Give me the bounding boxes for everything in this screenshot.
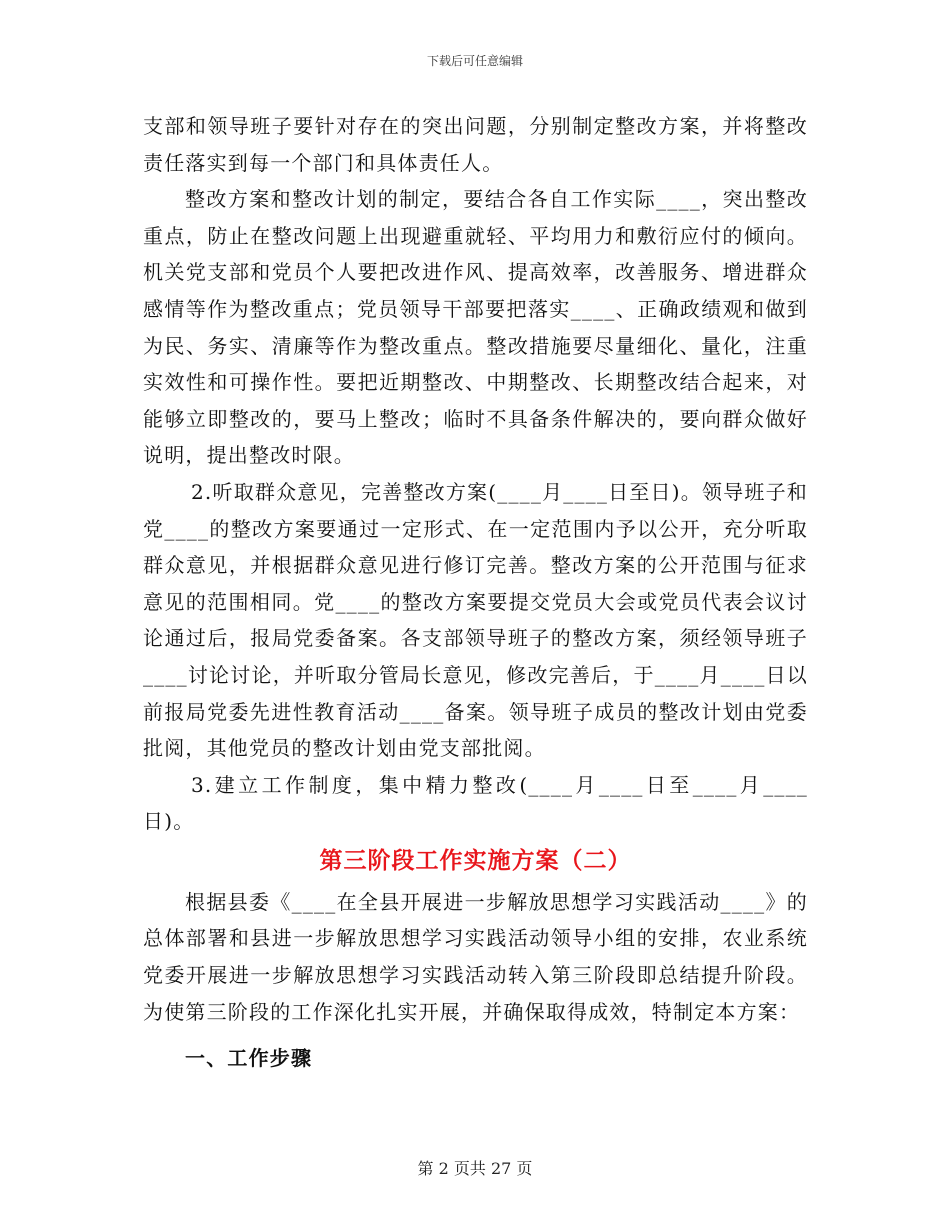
paragraph-3: 2.听取群众意见，完善整改方案(____月____日至日)。领导班子和党____的整改方案要通过一定形式、在一定范围内予以公开，充分听取群众意见，并根据群众意见进行修订完善。整改方案的公开范围与征求意见的范围相同。党____的整改方案要提交党员大会或党员代表会议讨论通过后，报局党委备案。各支部领导班子的整改方案，须经领导班子____讨论讨论，并听取分管局长意见，修改完善后，于____月____日以前报局党委先进性教育活动____备案。领导班子成员的整改计划由党委批阅，其他党员的整改计划由党支部批阅。 bbox=[143, 479, 808, 761]
document-body bbox=[143, 108, 808, 1078]
section-title: 第三阶段工作实施方案（二） bbox=[319, 846, 632, 874]
paragraph-5: 根据县委《____在全县开展进一步解放思想学习实践活动____》的总体部署和县进一步解放思想学习实践活动领导小组的安排，农业系统党委开展进一步解放思想学习实践活动转入第三阶段即总结提升阶段。为使第三阶段的工作深化扎实开展，并确保取得成效，特制定本方案： bbox=[143, 889, 808, 1024]
page-header-note: 下载后可任意编辑 bbox=[426, 54, 523, 68]
heading-work-steps: 一、工作步骤 bbox=[185, 1046, 313, 1071]
paragraph-4: 3.建立工作制度，集中精力整改(____月____日至____月____日)。 bbox=[143, 772, 808, 834]
page-number: 第 2 页共 27 页 bbox=[417, 1159, 533, 1178]
paragraph-1: 支部和领导班子要针对存在的突出问题，分别制定整改方案，并将整改责任落实到每一个部门和具体责任人。 bbox=[143, 114, 808, 175]
paragraph-2: 整改方案和整改计划的制定，要结合各自工作实际____，突出整改重点，防止在整改问题上出现避重就轻、平均用力和敷衍应付的倾向。机关党支部和党员个人要把改进作风、提高效率，改善服务、增进群众感情等作为整改重点；党员领导干部要把落实____、正确政绩观和做到为民、务实、清廉等作为整改重点。整改措施要尽量细化、量化，注重实效性和可操作性。要把近期整改、中期整改、长期整改结合起来，对能够立即整改的，要马上整改；临时不具备条件解决的，要向群众做好说明，提出整改时限。 bbox=[143, 187, 808, 468]
